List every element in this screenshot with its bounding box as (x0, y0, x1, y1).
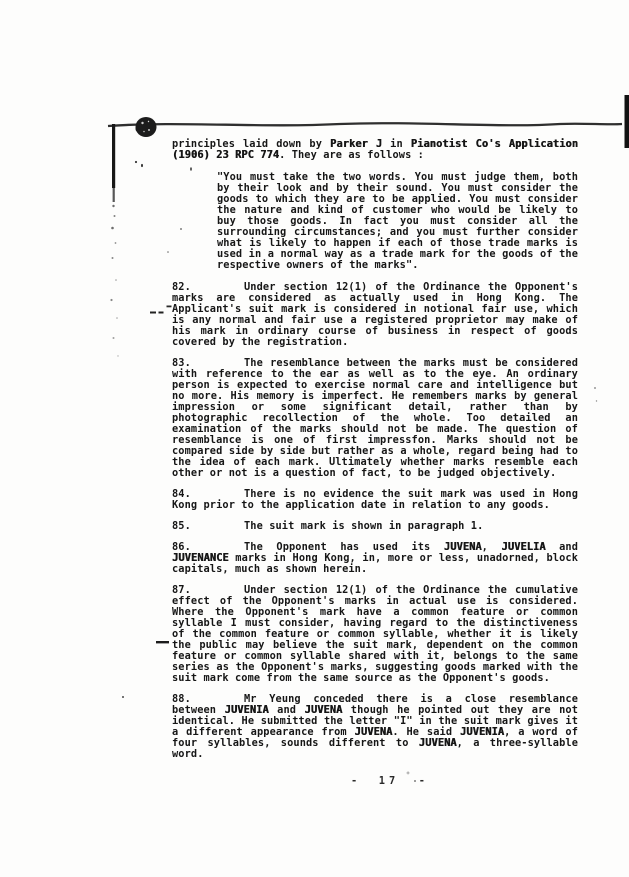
body-text: Under section 12(1) of the Ordinance the Opponent's marks are considered as actually used in Hong Kong. The Applicant's suit mark is considered in notional fair use, which is any normal and fair use a registered proprietor may make of his mark in ordinary course of business in respect of goods covered by the registration. (172, 281, 578, 348)
emphasized-text: JUVENIA (224, 704, 269, 716)
body-text: , a three-syllable word. (172, 737, 578, 760)
body-text: marks in Hong Kong, in, more or less, unadorned, block capitals, much as shown herein. (172, 552, 578, 575)
page-footer (351, 775, 425, 787)
emphasized-text: (1906) 23 RPC 774 (172, 149, 280, 161)
paragraph-86 (172, 542, 578, 575)
paragraph-number: 83. (172, 357, 191, 369)
emphasized-text: JUVENANCE (172, 552, 229, 564)
body-text: though he pointed out they are not identical. He submitted the letter "I" in the suit mark gives it a different appearance from (172, 704, 578, 738)
body-text: The resemblance between the marks must be considered with reference to the ear as well as to the eye. An ordinary person is expected to exercise normal care and intelligence but no more. His memory is imperfect. He remembers marks by general impression or some significant detail, rather than by photographic recollection of the whole. Too detailed an examination of the marks should not be made. The question of resemblance is one of first impressfon. Marks should not be compared side by side but rather as a whole, regard being had to the idea of each mark. Ultimately whether marks resemble each other or not is a question of fact, to be judged objectively. (172, 357, 578, 479)
photocopy-top-edge-line (108, 123, 622, 126)
paragraph-88 (172, 694, 578, 760)
paragraph-text (172, 488, 578, 511)
body-text: The suit mark is shown in paragraph 1. (244, 520, 484, 532)
paragraph-text (172, 281, 578, 348)
ink-stamp-blob (136, 117, 157, 137)
photocopy-right-edge-bar (625, 95, 629, 148)
body-text: , (481, 541, 502, 553)
paragraph-82 (172, 282, 578, 348)
emphasized-text: JUVENA (418, 737, 457, 749)
emphasized-text: JUVENIA (459, 726, 505, 738)
emphasized-text: JUVENA (354, 726, 393, 738)
body-text: in (382, 138, 411, 150)
paragraph-number: 82. (172, 281, 191, 293)
body-text: Under section 12(1) of the Ordinance the cumulative effect of the Opponent's marks in actual use is considered. Where the Opponent's mark have a common feature or common syllable I must consider, having regard to the distinctiveness of the common feature or common syllable, whether it is likely the public may believe the suit mark, dependent on the common feature or common syllable shared with it, belongs to the same series as the Opponent's marks, suggesting goods marked with the suit mark come from the same source as the Opponent's goods. (172, 584, 578, 684)
paragraph-text (244, 520, 483, 532)
margin-pen-dash-para82 (150, 306, 172, 314)
block-quote: "You must take the two words. You must judge them, both by their look and by their sound. You must consider the goods to which they are to be applied. You must consider the nature and kind of customer who would be likely to buy those goods. In fact you must consider all the surrounding circumstances; and you must further consider what is likely to happen if each of those trade marks is used in a normal way as a trade mark for the goods of the respective owners of the marks". (217, 171, 578, 271)
paragraph-text (172, 357, 578, 479)
body-text: and (268, 704, 305, 716)
body-text: The Opponent has used its (244, 541, 444, 553)
intro-paragraph (172, 139, 578, 161)
paragraph-text (172, 541, 578, 575)
paragraph-number: 88. (172, 693, 191, 705)
emphasized-text: JUVENA (443, 541, 482, 553)
emphasized-text: JUVENA (304, 704, 343, 716)
paragraph-85 (172, 521, 578, 532)
body-text: principles laid down by (172, 138, 331, 150)
body-text: There is no evidence the suit mark was used in Hong Kong prior to the application date in relation to any goods. (172, 488, 578, 511)
body-text: . He said (392, 726, 460, 738)
emphasized-text: Parker J (330, 138, 383, 150)
emphasized-text: JUVELIA (501, 541, 546, 553)
page-number: 17 (378, 775, 400, 787)
body-text: . They are as follows : (279, 149, 424, 161)
emphasized-text: Pianotist Co's Application (410, 138, 578, 150)
paragraph-number: 87. (172, 584, 191, 596)
paragraph-84 (172, 489, 578, 511)
paragraph-83 (172, 358, 578, 479)
paragraph-number: 84. (172, 488, 191, 500)
paragraph-87 (172, 585, 578, 684)
body-text: Mr Yeung conceded there is a close resemblance between (172, 693, 578, 716)
body-text: , a word of four syllables, sounds different to (172, 726, 578, 749)
body-text: and (545, 541, 579, 553)
paragraph-text (172, 584, 578, 684)
paragraph-number: 86. (172, 541, 191, 553)
footer-left-dash: - (351, 775, 358, 787)
margin-pen-dash-para87 (156, 641, 169, 643)
paragraph-number: 85. (172, 520, 191, 532)
document-body (172, 139, 578, 770)
paragraph-text (172, 693, 578, 760)
footer-right-dash: - (418, 775, 425, 787)
photocopy-left-edge-line (110, 124, 118, 357)
